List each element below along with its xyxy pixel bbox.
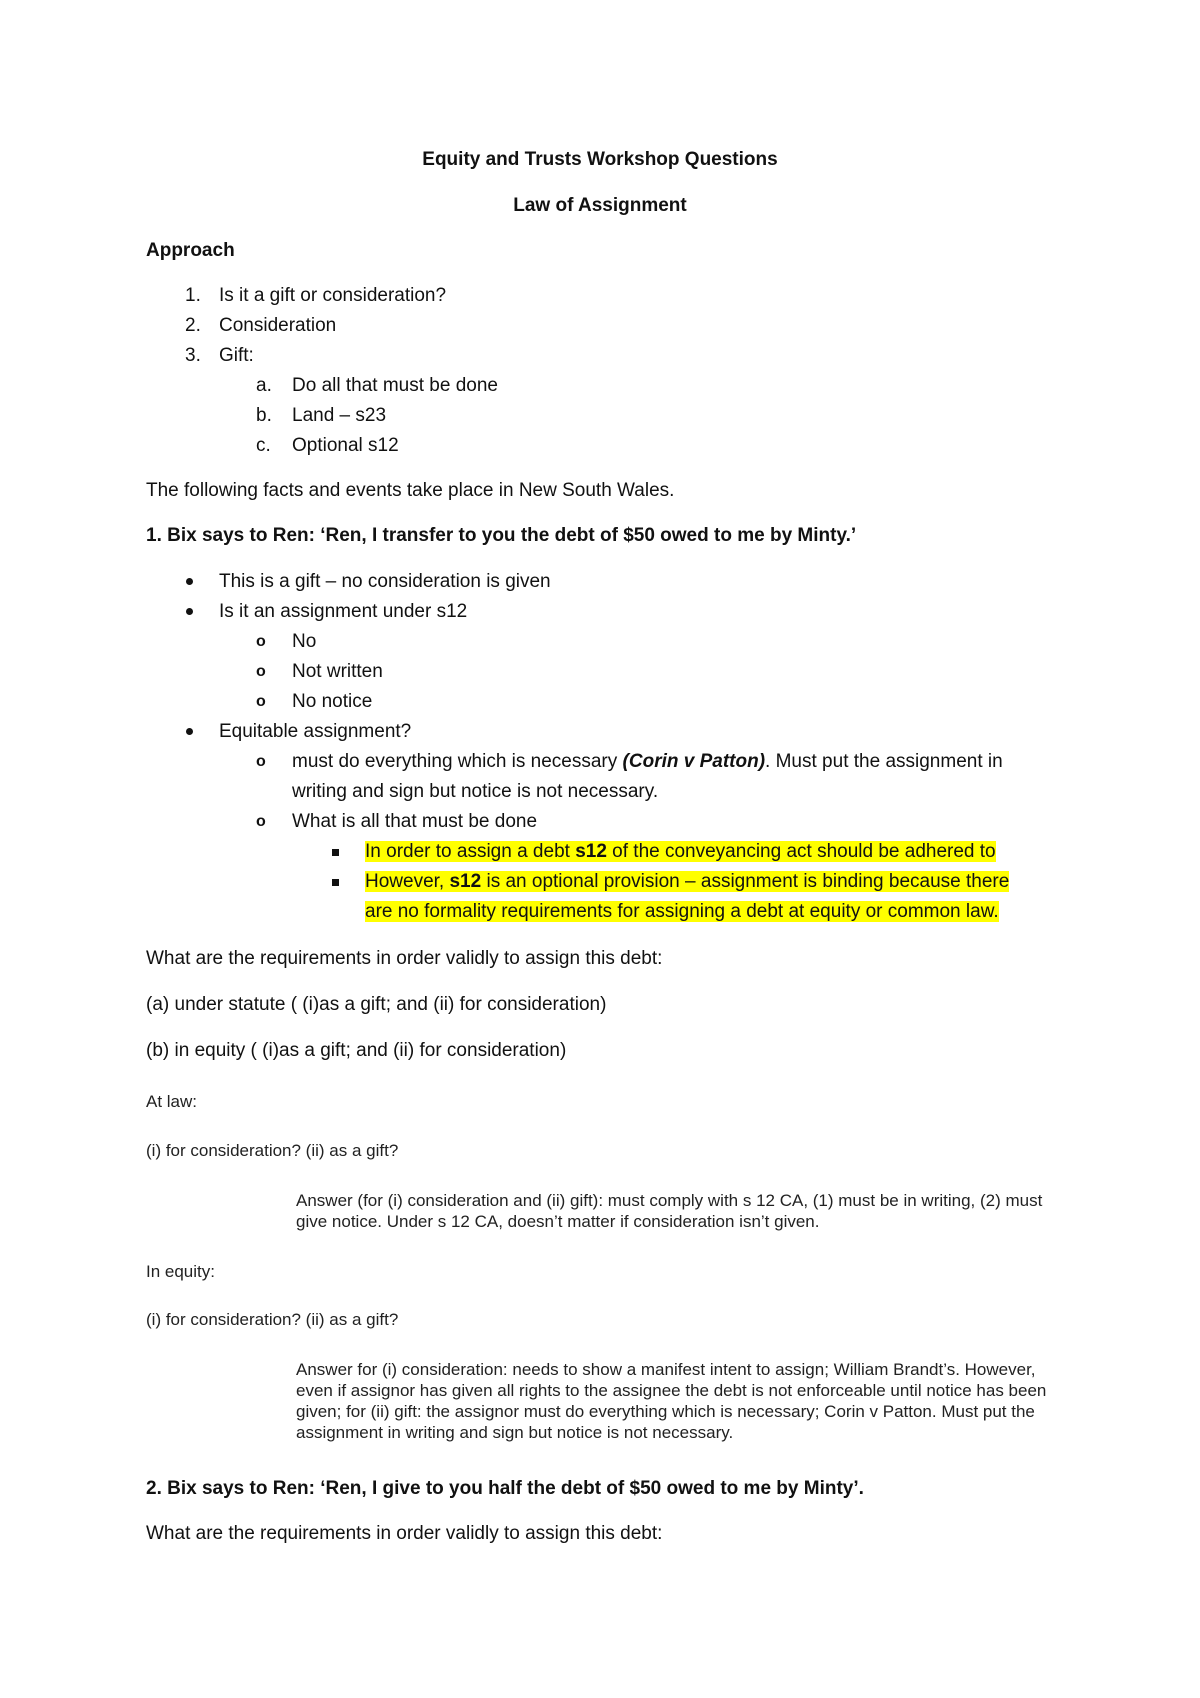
approach-heading: Approach <box>146 240 235 261</box>
requirements-prompt: What are the requirements in order validly to assign this debt: <box>146 1523 663 1544</box>
approach-item: Is it a gift or consideration? <box>219 285 447 306</box>
list-marker: 1. <box>185 285 201 306</box>
list-marker: b. <box>256 405 272 426</box>
highlight-text: of the conveyancing act should be adhered to <box>606 841 996 862</box>
approach-subitem: Do all that must be done <box>292 375 498 396</box>
highlight-text: s12 <box>449 871 482 892</box>
circle-bullet-icon: o <box>256 663 266 680</box>
bullet-item: Equitable assignment? <box>219 721 412 742</box>
question-2-heading: 2. Bix says to Ren: ‘Ren, I give to you half the debt of $50 owed to me by Minty’. <box>146 1478 864 1499</box>
part-b: (b) in equity ( (i)as a gift; and (ii) for consideration) <box>146 1040 567 1061</box>
approach-subitem: Optional s12 <box>292 435 399 456</box>
highlight-text: are no formality requirements for assigning a debt at equity or common law. <box>365 901 999 922</box>
highlight-text: In order to assign a debt <box>365 841 576 862</box>
square-bullet-icon <box>332 849 339 856</box>
sub-bullet-item: No <box>292 631 317 652</box>
sub-bullet-item <box>292 750 1003 774</box>
must-do-text: . Must put the assignment in <box>765 751 1003 772</box>
equity-question: (i) for consideration? (ii) as a gift? <box>146 1310 399 1329</box>
highlight-text: However, <box>365 871 450 892</box>
at-law-label: At law: <box>146 1092 198 1111</box>
circle-bullet-icon: o <box>256 753 266 770</box>
sub-bullet-item: Not written <box>292 661 383 682</box>
must-do-text: must do everything which is necessary <box>292 751 623 772</box>
highlight-text: is an optional provision – assignment is binding because there <box>481 871 1010 892</box>
list-marker: 2. <box>185 315 201 336</box>
sub-bullet-continuation: writing and sign but notice is not necessary. <box>292 781 659 802</box>
part-a: (a) under statute ( (i)as a gift; and (ii) for consideration) <box>146 994 607 1015</box>
requirements-prompt: What are the requirements in order validly to assign this debt: <box>146 948 663 969</box>
highlighted-item <box>365 840 996 864</box>
circle-bullet-icon: o <box>256 693 266 710</box>
approach-subitem: Land – s23 <box>292 405 387 426</box>
bullet-icon <box>186 578 193 585</box>
document-title: Equity and Trusts Workshop Questions <box>422 149 778 170</box>
approach-item: Consideration <box>219 315 337 336</box>
question-1-heading: 1. Bix says to Ren: ‘Ren, I transfer to you the debt of $50 owed to me by Minty.’ <box>146 525 857 546</box>
intro-text: The following facts and events take place in New South Wales. <box>146 480 675 501</box>
equity-answer: Answer for (i) consideration: needs to show a manifest intent to assign; William Brandt’s. However, even if assignor has given all rights to the assignee the debt is not enforceable until notice has been given; for (ii) gift: the assignor must do everything which is necessary; Corin v Patton. Must put the assignment in writing and sign but notice is not necessary. <box>296 1360 1047 1442</box>
case-citation: (Corin v Patton) <box>622 751 766 772</box>
square-bullet-icon <box>332 879 339 886</box>
list-marker: c. <box>256 435 271 456</box>
list-marker: a. <box>256 375 272 396</box>
list-marker: 3. <box>185 345 201 366</box>
approach-item: Gift: <box>219 345 254 366</box>
bullet-icon <box>186 728 193 735</box>
document-subtitle: Law of Assignment <box>513 195 687 216</box>
in-equity-label: In equity: <box>146 1262 215 1281</box>
law-question: (i) for consideration? (ii) as a gift? <box>146 1141 399 1160</box>
highlight-text: s12 <box>575 841 607 862</box>
law-answer: Answer (for (i) consideration and (ii) gift): must comply with s 12 CA, (1) must be in writing, (2) must give notice. Under s 12 CA, doesn’t matter if consideration isn’t given. <box>296 1191 1043 1231</box>
bullet-item: Is it an assignment under s12 <box>219 601 468 622</box>
bullet-icon <box>186 608 193 615</box>
sub-bullet-item: What is all that must be done <box>292 811 538 832</box>
bullet-item: This is a gift – no consideration is given <box>219 571 551 592</box>
sub-bullet-item: No notice <box>292 691 373 712</box>
highlighted-continuation <box>365 900 999 924</box>
circle-bullet-icon: o <box>256 813 266 830</box>
circle-bullet-icon: o <box>256 633 266 650</box>
highlighted-item <box>365 870 1009 894</box>
